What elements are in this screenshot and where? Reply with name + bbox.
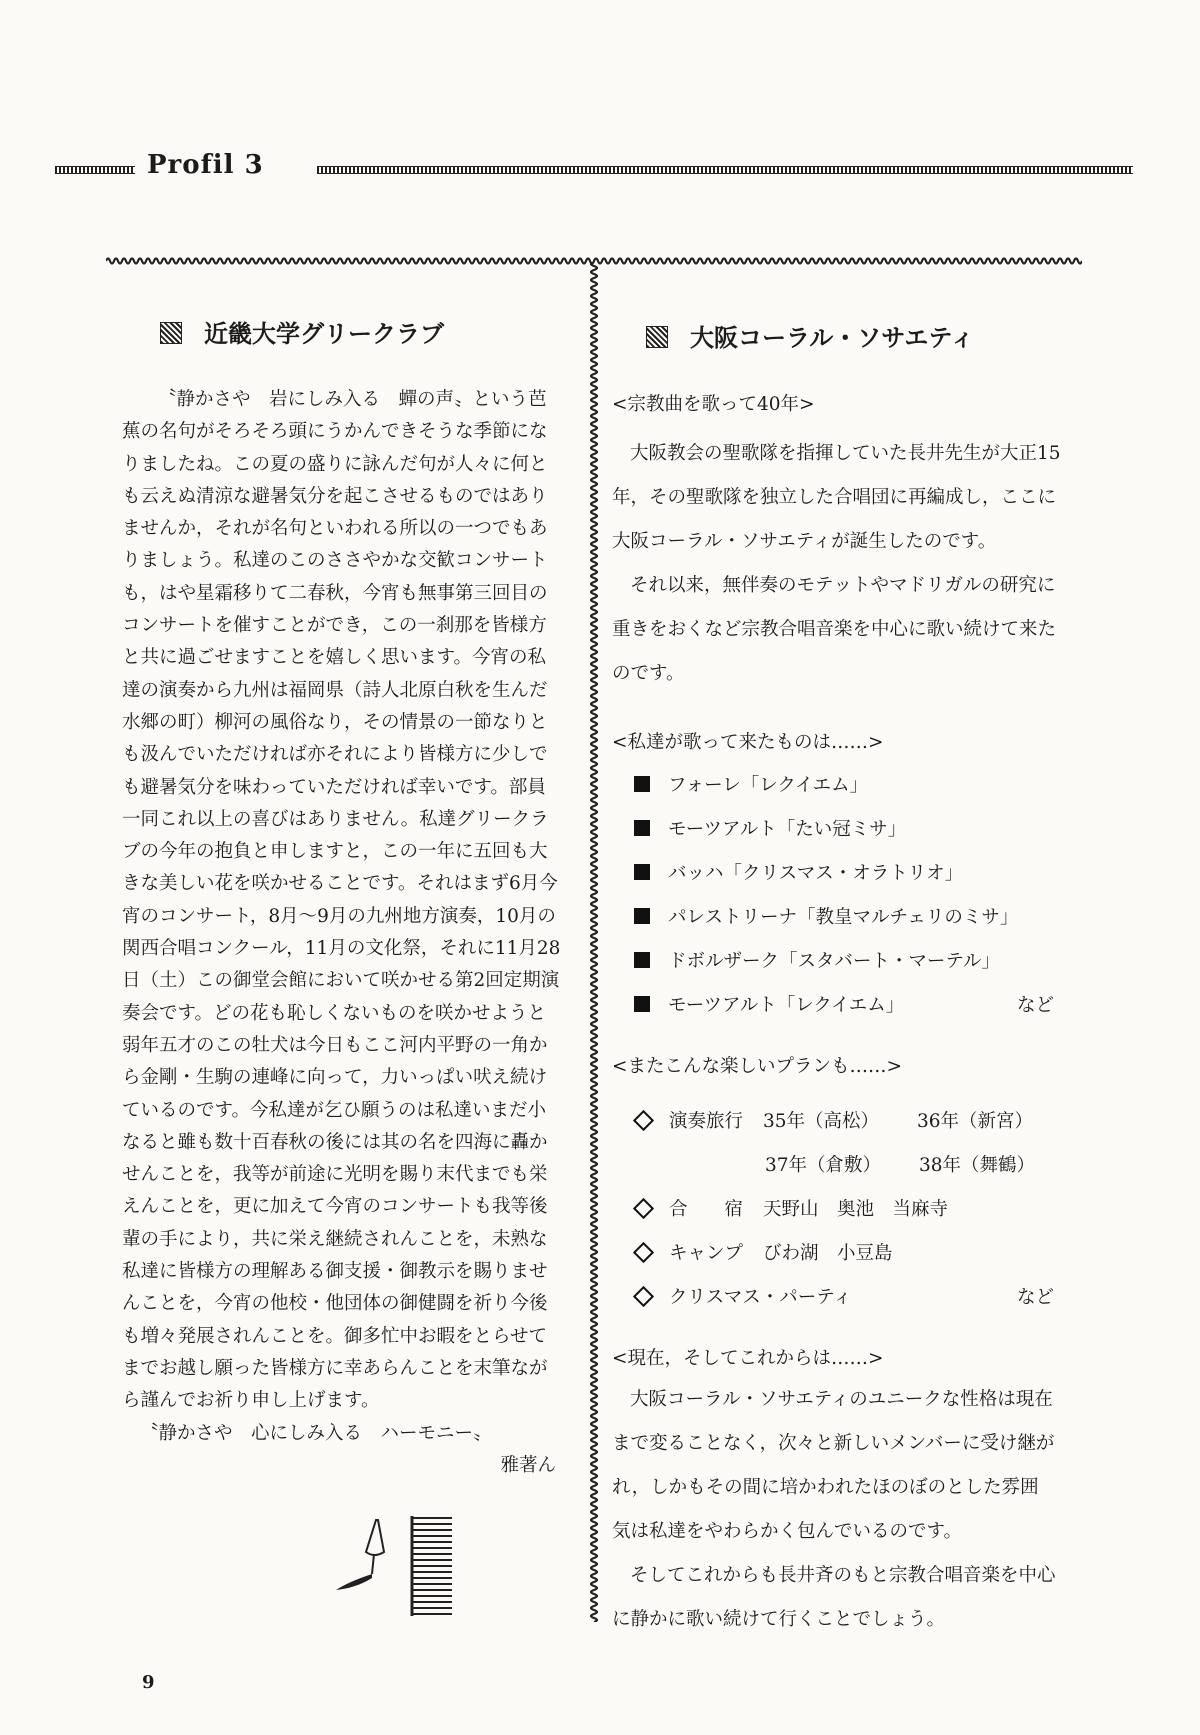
column-wavy-divider xyxy=(588,262,600,1622)
history-paragraph-1: 大阪教会の聖歌隊を指揮していた長井先生が大正15年，その聖歌隊を独立した合唱団に再編成し，ここに大阪コーラル・ソサエティが誕生したのです。 xyxy=(612,443,1061,552)
plan-concert-tour-cont: 37年（倉敷） 38年（舞鶴） xyxy=(765,1155,1036,1176)
left-signature: 雅著ん xyxy=(500,1454,556,1476)
header-rule-left xyxy=(55,166,135,174)
plans-etc: など xyxy=(1016,1287,1054,1308)
list-item: モーツアルト「たい冠ミサ」 xyxy=(612,806,1072,850)
plan-christmas-party: クリスマス・パーティ など xyxy=(612,1274,1072,1318)
right-history-text xyxy=(612,432,1064,696)
plan-training-camp: 合 宿 天野山 奥池 当麻寺 xyxy=(612,1186,1072,1230)
black-square-icon xyxy=(634,952,650,968)
right-future-text xyxy=(612,1378,1056,1642)
plans-list xyxy=(612,1098,1072,1318)
list-item: フォーレ「レクイエム」 xyxy=(612,762,1072,806)
history-paragraph-2: それ以来，無伴奏のモテットやマドリガルの研究に重きをおくなど宗教合唱音楽を中心に歌い続けて来たのです。 xyxy=(612,575,1057,684)
hatched-square-icon xyxy=(160,322,182,344)
left-paragraph: 〝静かさや 岩にしみ入る 蟬の声〟という芭蕉の名句がそろそろ頭にうかんできそうな季節になりましたね。この夏の盛りに詠んだ句が人々に何とも云えぬ清涼な避暑気分を起こさせるものではありませんか，それが名句といわれる所以の一つでもありましょう。私達のこのささやかな交歓コンサートも，はや星霜移りて二春秋，今宵も無事第三回目のコンサートを催すことができ，この一刹那を皆様方と共に過ごせますことを嬉しく思います。今宵の私達の演奏から九州は福岡県（詩人北原白秋を生んだ水郷の町）柳河の風俗なり，その情景の一節なりとも汲んでいただければ亦それにより皆様方に少しでも避暑気分を味わっていただければ幸いです。部員一同これ以上の喜びはありません。私達グリークラブの今年の抱負と申しますと，この一年に五回も大きな美しい花を咲かせることです。それはまず6月今宵のコンサート，8月～9月の九州地方演奏，10月の関西合唱コンクール，11月の文化祭，それに11月28日（土）この御堂会館において咲かせる第2回定期演奏会です。どの花も恥しくないものを咲かせようと弱年五才のこの牡犬は今日もここ河内平野の一角から金剛・生駒の連峰に向って，力いっぱい吠え続けているのです。今私達が乞ひ願うのは私達いまだ小なると雖も数十百春秋の後には其の名を四海に轟かせんことを，我等が前途に光明を賜り末代までも栄えんことを，更に加えて今宵のコンサートも我等後輩の手により，共に栄え継続されんことを，未熟な私達に皆様方の理解ある御支援・御教示を賜りませんことを，今宵の他校・他団体の御健闘を祈り今後も増々発展されんことを。御多忙中お暇をとらせてまでお越し願った皆様方に幸あらんことを末筆ながら謹んでお祈り申し上げます。 xyxy=(122,389,561,1412)
list-item: ドボルザーク「スタバート・マーテル」 xyxy=(612,938,1072,982)
wind-chime-illustration xyxy=(328,1512,456,1622)
diamond-icon xyxy=(633,1241,654,1262)
diamond-icon xyxy=(633,1197,654,1218)
left-heading-text: 近畿大学グリークラブ xyxy=(204,320,444,348)
section-title-future: <現在，そしてこれからは……> xyxy=(612,1348,884,1369)
future-paragraph-2: そしてこれからも長井斉のもと宗教合唱音楽を中心に静かに歌い続けて行くことでしょう。 xyxy=(612,1565,1056,1630)
black-square-icon xyxy=(634,820,650,836)
black-square-icon xyxy=(634,908,650,924)
hatched-square-icon xyxy=(646,326,668,348)
page-title: Profil 3 xyxy=(147,150,264,180)
black-square-icon xyxy=(634,776,650,792)
right-section-history xyxy=(612,390,1072,416)
left-closing-haiku: 〝静かさや 心にしみ入る ハーモニー〟 xyxy=(140,1422,492,1444)
future-paragraph-1: 大阪コーラル・ソサエティのユニークな性格は現在まで変ることなく，次々と新しいメンバーに受け継がれ，しかもその間に培かわれたほのぼのとした雰囲気は私達をやわらかく包んでいるのです。 xyxy=(612,1389,1055,1542)
black-square-icon xyxy=(634,996,650,1012)
page-number: 9 xyxy=(142,1672,155,1693)
header-rule-right xyxy=(317,166,1133,174)
list-item: モーツアルト「レクイエム」 など xyxy=(612,982,1072,1026)
diamond-icon xyxy=(633,1109,654,1130)
black-square-icon xyxy=(634,864,650,880)
section-title-plans: <またこんな楽しいプランも……> xyxy=(612,1056,903,1077)
plan-concert-tour: 演奏旅行 35年（高松） 36年（新宮） xyxy=(612,1098,1072,1142)
list-item: バッハ「クリスマス・オラトリオ」 xyxy=(612,850,1072,894)
diamond-icon xyxy=(633,1285,654,1306)
left-column-heading xyxy=(160,314,444,349)
right-heading-text: 大阪コーラル・ソサエティ xyxy=(690,324,975,352)
right-column-heading xyxy=(646,318,974,353)
plan-camping: キャンプ びわ湖 小豆島 xyxy=(612,1230,1072,1274)
left-column-body xyxy=(122,384,562,1482)
section-title-history: <宗教曲を歌って40年> xyxy=(612,394,815,415)
section-title-repertoire: <私達が歌って来たものは……> xyxy=(612,732,884,753)
repertoire-list xyxy=(612,762,1072,1026)
list-item: パレストリーナ「教皇マルチェリのミサ」 xyxy=(612,894,1072,938)
page-header xyxy=(55,150,1135,186)
works-etc: など xyxy=(1016,995,1054,1016)
